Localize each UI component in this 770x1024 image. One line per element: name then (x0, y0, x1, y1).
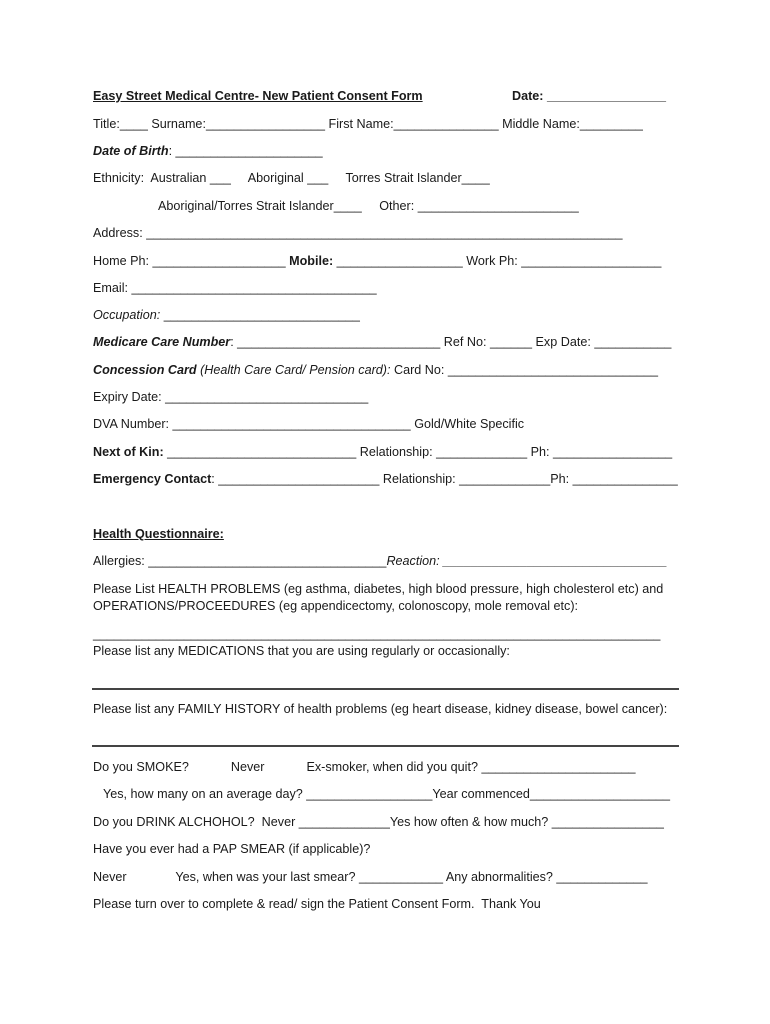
home-phone-field[interactable]: Home Ph: ___________________ (93, 254, 290, 268)
allergies-field[interactable]: Allergies: __________________________________ (93, 554, 387, 568)
medications-answer-line[interactable] (92, 688, 679, 690)
mobile-label: Mobile: (289, 254, 334, 268)
form-title: Easy Street Medical Centre- New Patient Consent Form (93, 89, 423, 103)
ethnicity-row-2[interactable]: Aboriginal/Torres Strait Islander____ Other: _______________________ (158, 199, 579, 213)
allergies-row[interactable] (93, 553, 667, 569)
email-field[interactable]: Email: ___________________________________ (93, 281, 377, 295)
smoke-yes-row[interactable]: Yes, how many on an average day? __________________Year commenced____________________ (103, 787, 670, 801)
smoke-row[interactable]: Do you SMOKE? Never Ex-smoker, when did you quit? ______________________ (93, 760, 636, 774)
turn-over-note: Please turn over to complete & read/ sign the Patient Consent Form. Thank You (93, 897, 541, 911)
name-fields-row[interactable]: Title:____ Surname:_________________ First Name:_______________ Middle Name:_________ (93, 117, 643, 131)
concession-note: (Health Care Card/ Pension card): (196, 363, 391, 377)
emergency-row[interactable] (93, 471, 678, 487)
alcohol-row[interactable]: Do you DRINK ALCHOHOL? Never _____________Yes how often & how much? ________________ (93, 815, 664, 829)
health-problems-prompt-2: OPERATIONS/PROCEEDURES (eg appendicectomy, colonoscopy, mole removal etc): (93, 599, 579, 613)
emergency-fields[interactable]: : _______________________ Relationship: _____________Ph: _______________ (211, 472, 678, 486)
health-problems-answer-line[interactable]: _________________________________________________________________________________ (93, 627, 661, 641)
dob-blank[interactable]: : _____________________ (168, 144, 323, 158)
expiry-field[interactable]: Expiry Date: _____________________________ (93, 390, 369, 404)
family-history-prompt: Please list any FAMILY HISTORY of health problems (eg heart disease, kidney disease, bowel cancer): (93, 702, 668, 716)
ethnicity-row[interactable]: Ethnicity: Australian ___ Aboriginal ___ Torres Strait Islander____ (93, 171, 490, 185)
address-field[interactable]: Address: ____________________________________________________________________ (93, 226, 623, 240)
health-problems-prompt-1: Please List HEALTH PROBLEMS (eg asthma, diabetes, high blood pressure, high cholesterol etc) and (93, 582, 664, 596)
occupation-row[interactable] (93, 307, 360, 323)
occupation-blank[interactable]: ____________________________ (160, 308, 360, 322)
mobile-work-fields[interactable]: __________________ Work Ph: ____________________ (333, 254, 662, 268)
pap-smear-question: Have you ever had a PAP SMEAR (if applicable)? (93, 842, 371, 856)
concession-row[interactable] (93, 362, 658, 378)
emergency-label: Emergency Contact (93, 472, 212, 486)
medicare-row[interactable] (93, 334, 671, 350)
phone-row[interactable] (93, 253, 661, 269)
dob-row[interactable] (93, 143, 323, 159)
dob-label: Date of Birth (93, 144, 169, 158)
next-of-kin-fields[interactable]: ___________________________ Relationship: _____________ Ph: _________________ (163, 445, 673, 459)
medicare-label: Medicare Care Number (93, 335, 231, 349)
dva-field[interactable]: DVA Number: __________________________________ Gold/White Specific (93, 417, 525, 431)
concession-label: Concession Card (93, 363, 197, 377)
reaction-field[interactable]: Reaction: ________________________________ (386, 554, 668, 568)
date-field[interactable]: Date: _________________ (512, 89, 667, 103)
pap-smear-answers[interactable]: Never Yes, when was your last smear? ____________ Any abnormalities? _____________ (93, 870, 648, 884)
health-questionnaire-heading: Health Questionnaire: (93, 527, 224, 541)
next-of-kin-label: Next of Kin: (93, 445, 164, 459)
family-history-answer-line[interactable] (92, 745, 679, 747)
concession-card-field[interactable]: Card No: ______________________________ (390, 363, 658, 377)
medicare-fields[interactable]: : _____________________________ Ref No: ______ Exp Date: ___________ (230, 335, 672, 349)
next-of-kin-row[interactable] (93, 444, 672, 460)
occupation-label: Occupation: (93, 308, 161, 322)
medications-prompt: Please list any MEDICATIONS that you are using regularly or occasionally: (93, 644, 510, 658)
